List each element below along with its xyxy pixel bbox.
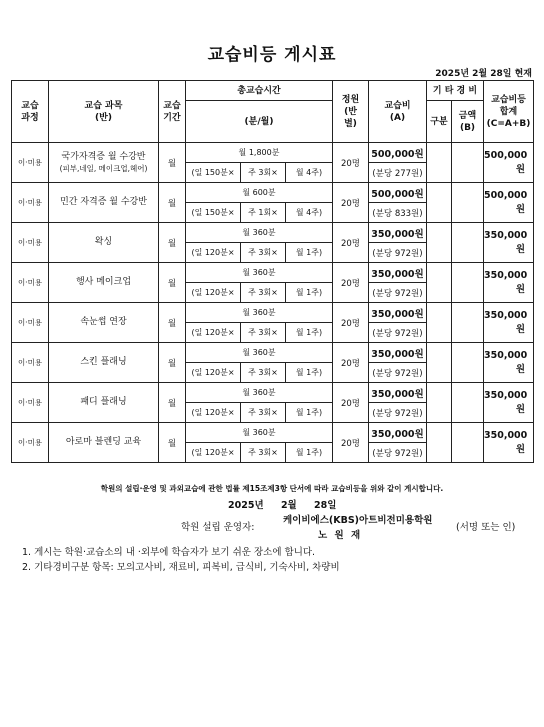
other-type-cell [427,223,452,263]
operator-person: 노 원 재 [318,530,363,541]
header-sum: 교습비등 합계 (C=A+B) [484,81,534,143]
per-minute-cell: (분당 972원) [369,283,427,303]
table-row [12,343,534,363]
header-total-time-unit: (분/월) [186,101,333,143]
per-week-cell: 주 3회× [241,243,286,263]
table-row [12,383,534,403]
capacity-cell: 20명 [333,423,369,463]
month-minutes-cell: 월 600분 [186,183,333,203]
total-cell: 500,000원 [484,143,534,183]
capacity-cell: 20명 [333,383,369,423]
subject-name: 패디 플래닝 [80,397,127,407]
course-cell: 이·미용 [12,183,49,223]
weeks-cell: 월 4주) [286,163,333,183]
total-cell: 350,000원 [484,263,534,303]
total-cell: 350,000원 [484,423,534,463]
per-week-cell: 주 3회× [241,283,286,303]
fee-cell: 350,000원 [369,383,427,403]
period-cell: 월 [159,383,186,423]
per-week-cell: 주 1회× [241,203,286,223]
seal-text: (서명 또는 인) [456,522,516,533]
subject-name: 스킨 플래닝 [80,357,127,367]
period-cell: 월 [159,423,186,463]
academy-name: 케이비에스(KBS)아트비전미용학원 [283,515,433,526]
total-cell: 350,000원 [484,383,534,423]
note-item: 2. 기타경비구분 항목: 모의고사비, 재료비, 피복비, 급식비, 기숙사비, 차량비 [22,562,340,573]
per-session-cell: (일 120분× [186,443,241,463]
capacity-cell: 20명 [333,143,369,183]
per-minute-cell: (분당 972원) [369,403,427,423]
subject-cell [49,263,159,303]
weeks-cell: 월 1주) [286,323,333,343]
period-cell: 월 [159,143,186,183]
notes [22,545,340,575]
per-session-cell: (일 150분× [186,163,241,183]
subject-name: 민간 자격증 월 수강반 [60,197,147,207]
fee-cell: 350,000원 [369,343,427,363]
table-row [12,303,534,323]
course-cell: 이·미용 [12,383,49,423]
other-amount-cell [452,383,484,423]
per-minute-cell: (분당 972원) [369,443,427,463]
subject-cell [49,343,159,383]
total-cell: 500,000원 [484,183,534,223]
capacity-cell: 20명 [333,343,369,383]
period-cell: 월 [159,183,186,223]
fee-cell: 500,000원 [369,183,427,203]
subject-cell [49,183,159,223]
header-subject: 교습 과목 (반) [49,81,159,143]
subject-name: 속눈썹 연장 [80,317,127,327]
other-amount-cell [452,303,484,343]
total-cell: 350,000원 [484,303,534,343]
total-cell: 350,000원 [484,223,534,263]
page-title: 교습비등 게시표 [207,45,337,65]
course-cell: 이·미용 [12,423,49,463]
fee-cell: 500,000원 [369,143,427,163]
table-row [12,423,534,443]
per-session-cell: (일 120분× [186,403,241,423]
fee-cell: 350,000원 [369,223,427,243]
period-cell: 월 [159,263,186,303]
subject-name: 왁싱 [94,237,113,247]
subject-cell [49,143,159,183]
as-of-date: 2025년 2월 28일 현재 [435,69,532,79]
course-cell: 이·미용 [12,223,49,263]
other-type-cell [427,343,452,383]
per-week-cell: 주 3회× [241,363,286,383]
fee-cell: 350,000원 [369,263,427,283]
per-minute-cell: (분당 972원) [369,323,427,343]
other-amount-cell [452,423,484,463]
period-cell: 월 [159,223,186,263]
month-minutes-cell: 월 360분 [186,423,333,443]
per-session-cell: (일 120분× [186,323,241,343]
per-minute-cell: (분당 972원) [369,243,427,263]
per-minute-cell: (분당 972원) [369,363,427,383]
fee-cell: 350,000원 [369,423,427,443]
per-week-cell: 주 3회× [241,323,286,343]
subject-sub: (피부,네일, 메이크업,헤어) [59,163,148,173]
header-course: 교습 과정 [12,81,49,143]
per-week-cell: 주 3회× [241,163,286,183]
table-row [12,143,534,163]
subject-cell [49,383,159,423]
weeks-cell: 월 4주) [286,203,333,223]
weeks-cell: 월 1주) [286,243,333,263]
subject-name: 국가자격증 월 수강반 [61,151,146,162]
per-minute-cell: (분당 833원) [369,203,427,223]
subject-cell [49,303,159,343]
header-period: 교습 기간 [159,81,186,143]
per-session-cell: (일 150분× [186,203,241,223]
subject-name: 아로마 블렌딩 교육 [65,437,142,447]
other-amount-cell [452,183,484,223]
header-other: 기 타 경 비 [427,81,484,101]
weeks-cell: 월 1주) [286,443,333,463]
operator-label: 학원 설립 운영자: [181,522,255,533]
other-type-cell [427,303,452,343]
month-minutes-cell: 월 360분 [186,303,333,323]
header-fee: 교습비 (A) [369,81,427,143]
per-session-cell: (일 120분× [186,283,241,303]
other-type-cell [427,383,452,423]
fee-table [11,80,534,463]
sign-month: 2월 [280,500,297,511]
other-type-cell [427,263,452,303]
other-type-cell [427,143,452,183]
per-week-cell: 주 3회× [241,403,286,423]
course-cell: 이·미용 [12,143,49,183]
table-row [12,183,534,203]
notice-text: 학원의 설립·운영 및 과외교습에 관한 법률 제15조제3항 단서에 따라 교습비등을 위와 같이 게시합니다. [100,484,444,493]
sign-year: 2025년 [228,500,264,511]
month-minutes-cell: 월 360분 [186,383,333,403]
capacity-cell: 20명 [333,303,369,343]
month-minutes-cell: 월 1,800분 [186,143,333,163]
note-item: 1. 게시는 학원·교습소의 내 ·외부에 학습자가 보기 쉬운 장소에 합니다. [22,547,316,558]
course-cell: 이·미용 [12,263,49,303]
capacity-cell: 20명 [333,223,369,263]
other-amount-cell [452,343,484,383]
per-minute-cell: (분당 277원) [369,163,427,183]
course-cell: 이·미용 [12,303,49,343]
capacity-cell: 20명 [333,183,369,223]
subject-name: 행사 메이크업 [75,277,132,287]
other-amount-cell [452,143,484,183]
weeks-cell: 월 1주) [286,363,333,383]
per-week-cell: 주 3회× [241,443,286,463]
subject-cell [49,423,159,463]
sign-date [228,497,350,511]
subject-cell [49,223,159,263]
fee-cell: 350,000원 [369,303,427,323]
other-amount-cell [452,263,484,303]
per-session-cell: (일 120분× [186,363,241,383]
month-minutes-cell: 월 360분 [186,343,333,363]
header-total-time: 총교습시간 [186,81,333,101]
header-other-type: 구분 [427,101,452,143]
weeks-cell: 월 1주) [286,403,333,423]
month-minutes-cell: 월 360분 [186,263,333,283]
month-minutes-cell: 월 360분 [186,223,333,243]
header-capacity: 정원 (반 별) [333,81,369,143]
weeks-cell: 월 1주) [286,283,333,303]
course-cell: 이·미용 [12,343,49,383]
per-session-cell: (일 120분× [186,243,241,263]
header-other-amount: 금액(B) [452,101,484,143]
other-amount-cell [452,223,484,263]
capacity-cell: 20명 [333,263,369,303]
other-type-cell [427,423,452,463]
sign-day: 28일 [314,500,337,511]
table-row [12,223,534,243]
table-row [12,263,534,283]
period-cell: 월 [159,343,186,383]
period-cell: 월 [159,303,186,343]
other-type-cell [427,183,452,223]
total-cell: 350,000원 [484,343,534,383]
